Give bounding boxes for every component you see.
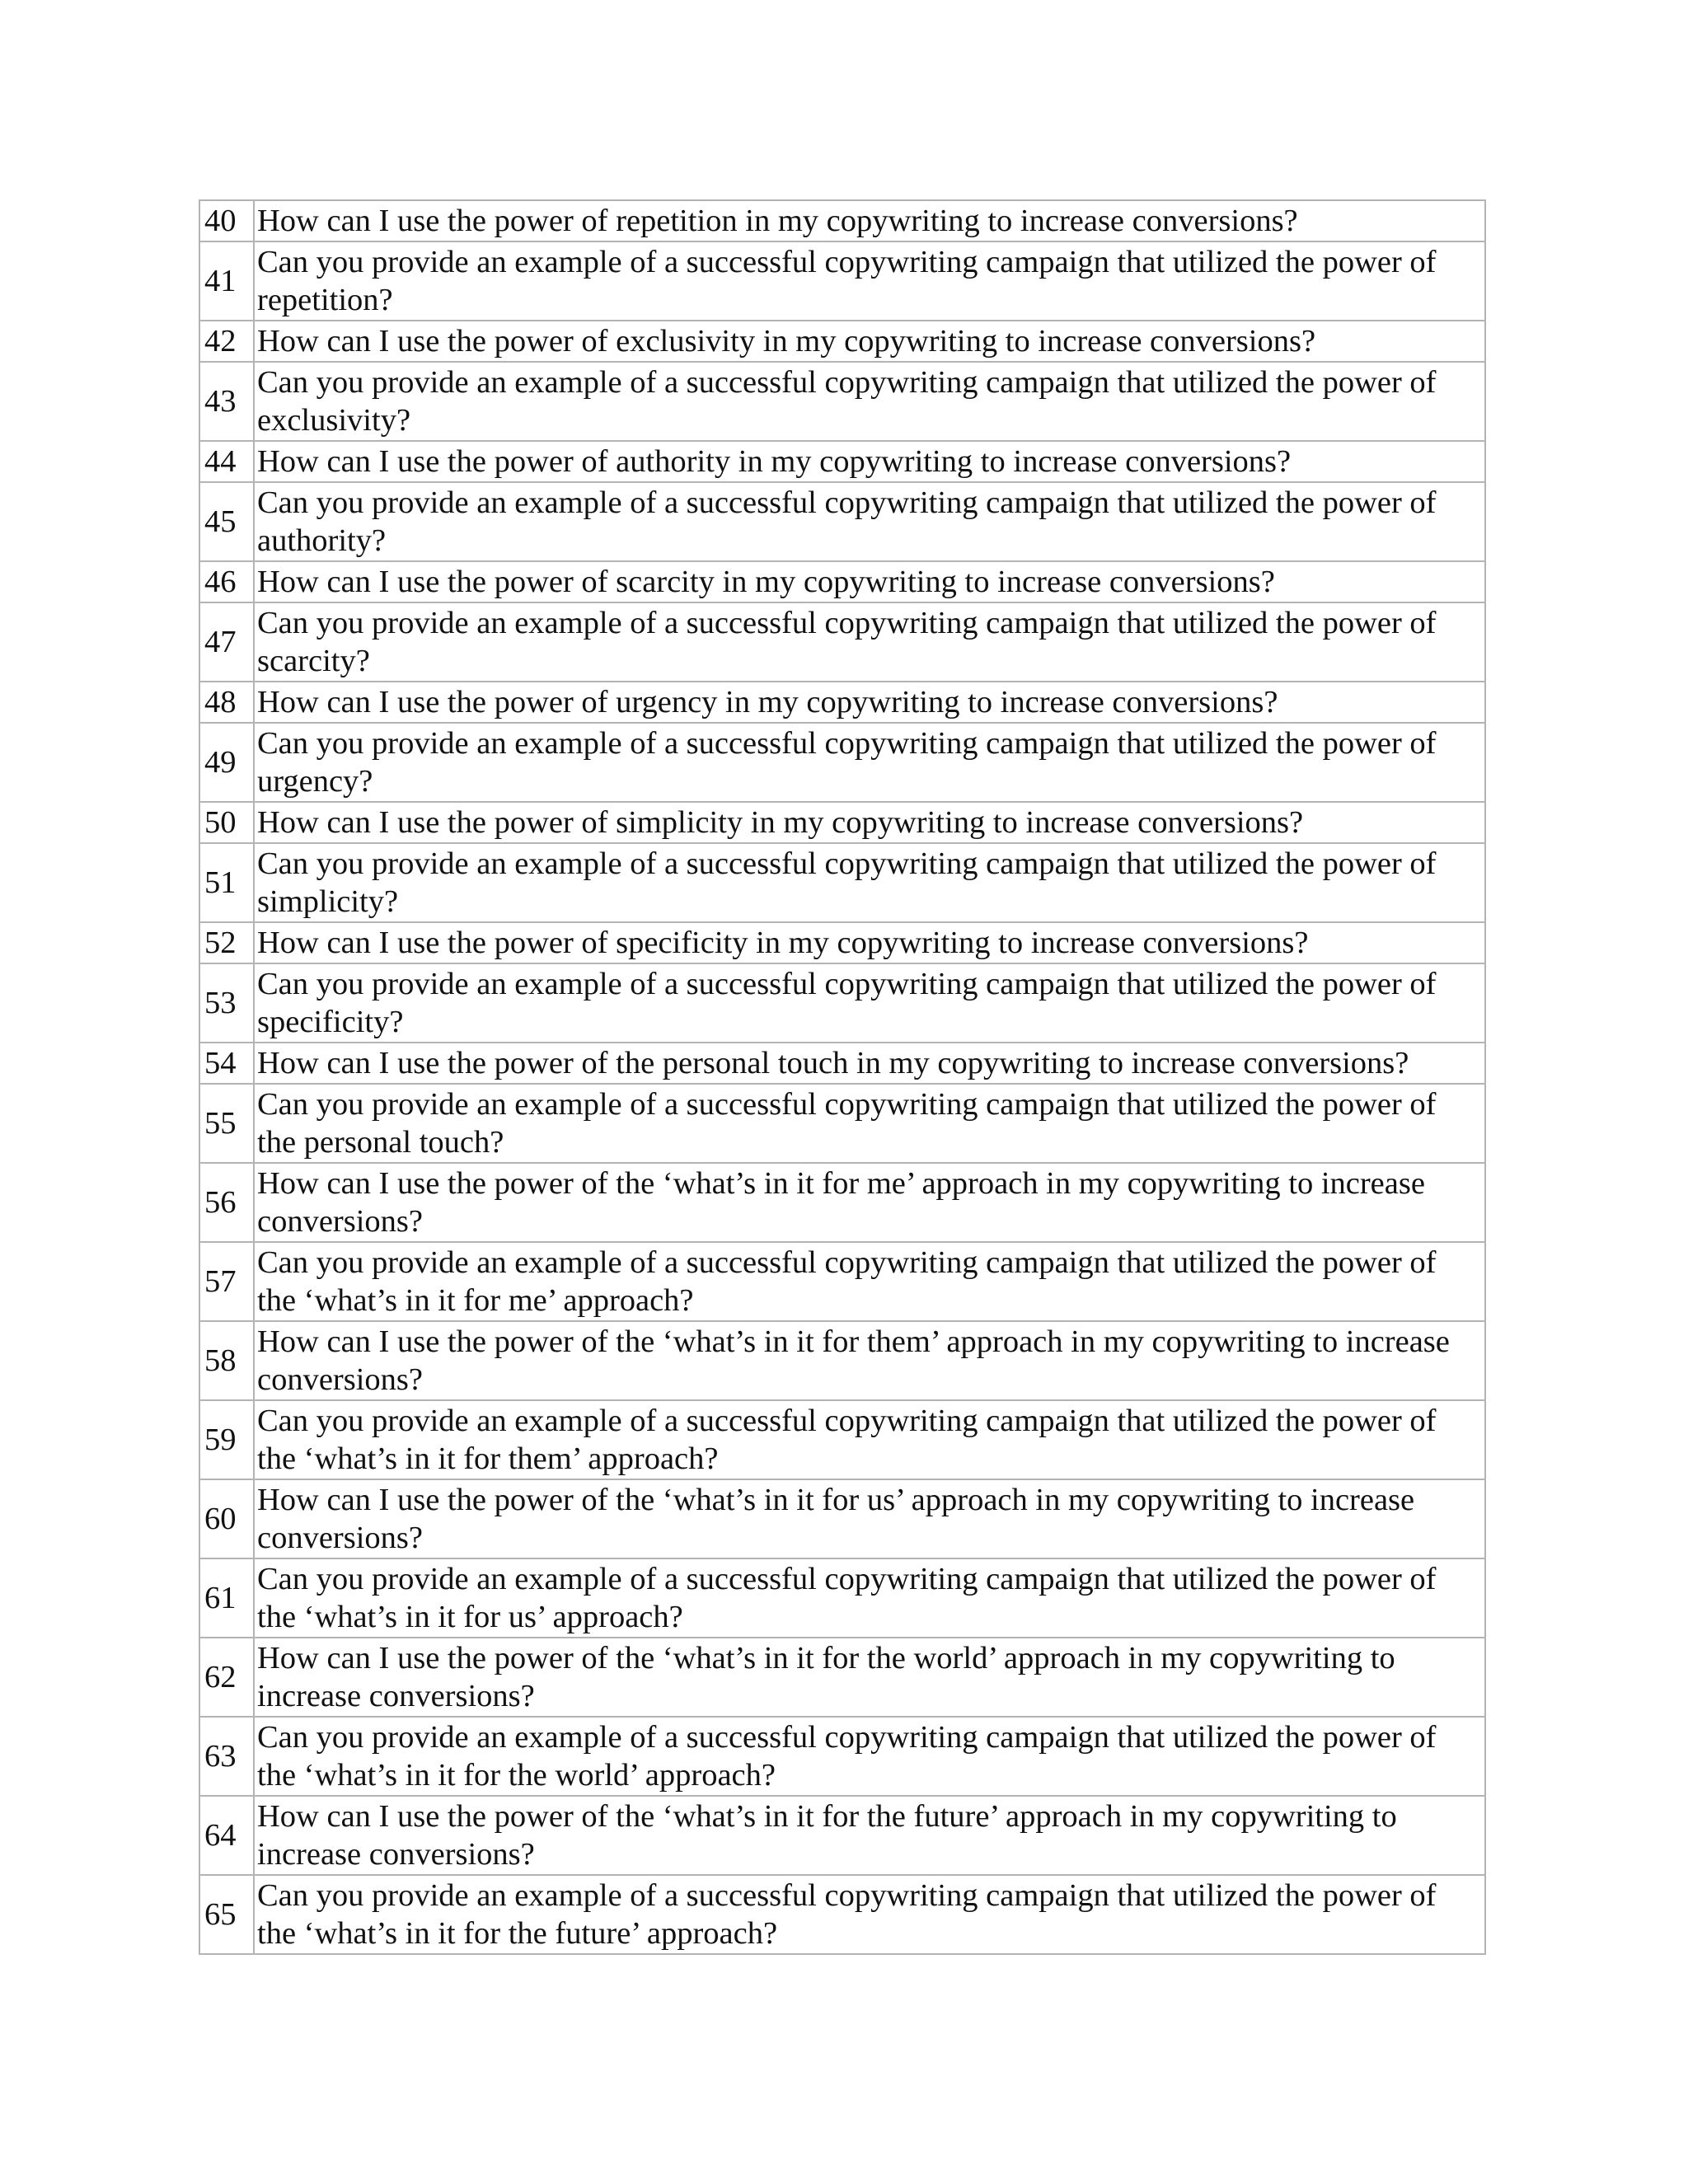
question-text: Can you provide an example of a successful copywriting campaign that utilized the power of the ‘what’s in it for the future’ approach? bbox=[254, 1875, 1485, 1954]
questions-table-body bbox=[199, 200, 1485, 1954]
row-number: 63 bbox=[199, 1717, 254, 1796]
table-row bbox=[199, 1638, 1485, 1717]
question-text: How can I use the power of scarcity in my copywriting to increase conversions? bbox=[254, 561, 1485, 602]
table-row bbox=[199, 723, 1485, 802]
row-number: 49 bbox=[199, 723, 254, 802]
table-row bbox=[199, 1043, 1485, 1084]
row-number: 56 bbox=[199, 1163, 254, 1242]
row-number: 41 bbox=[199, 241, 254, 321]
row-number: 40 bbox=[199, 200, 254, 241]
row-number: 58 bbox=[199, 1321, 254, 1400]
table-row bbox=[199, 1479, 1485, 1558]
table-row bbox=[199, 200, 1485, 241]
row-number: 43 bbox=[199, 362, 254, 441]
row-number: 51 bbox=[199, 843, 254, 922]
row-number: 64 bbox=[199, 1796, 254, 1875]
table-row bbox=[199, 1321, 1485, 1400]
table-row bbox=[199, 561, 1485, 602]
row-number: 54 bbox=[199, 1043, 254, 1084]
question-text: Can you provide an example of a successful copywriting campaign that utilized the power of urgency? bbox=[254, 723, 1485, 802]
table-row bbox=[199, 843, 1485, 922]
question-text: How can I use the power of the ‘what’s in it for me’ approach in my copywriting to increase conversions? bbox=[254, 1163, 1485, 1242]
question-text: How can I use the power of specificity in my copywriting to increase conversions? bbox=[254, 922, 1485, 963]
row-number: 42 bbox=[199, 321, 254, 362]
question-text: How can I use the power of the personal touch in my copywriting to increase conversions? bbox=[254, 1043, 1485, 1084]
row-number: 52 bbox=[199, 922, 254, 963]
row-number: 57 bbox=[199, 1242, 254, 1321]
question-text: Can you provide an example of a successful copywriting campaign that utilized the power of the ‘what’s in it for me’ approach? bbox=[254, 1242, 1485, 1321]
question-text: Can you provide an example of a successful copywriting campaign that utilized the power of the ‘what’s in it for them’ approach? bbox=[254, 1400, 1485, 1479]
table-row bbox=[199, 963, 1485, 1043]
question-text: Can you provide an example of a successful copywriting campaign that utilized the power of scarcity? bbox=[254, 602, 1485, 682]
table-row bbox=[199, 602, 1485, 682]
table-row bbox=[199, 1242, 1485, 1321]
row-number: 59 bbox=[199, 1400, 254, 1479]
row-number: 47 bbox=[199, 602, 254, 682]
row-number: 55 bbox=[199, 1084, 254, 1163]
question-text: How can I use the power of repetition in my copywriting to increase conversions? bbox=[254, 200, 1485, 241]
row-number: 62 bbox=[199, 1638, 254, 1717]
question-text: Can you provide an example of a successful copywriting campaign that utilized the power of authority? bbox=[254, 482, 1485, 561]
table-row bbox=[199, 1558, 1485, 1638]
row-number: 50 bbox=[199, 802, 254, 843]
question-text: Can you provide an example of a successful copywriting campaign that utilized the power of the ‘what’s in it for us’ approach? bbox=[254, 1558, 1485, 1638]
question-text: Can you provide an example of a successful copywriting campaign that utilized the power of the ‘what’s in it for the world’ approach? bbox=[254, 1717, 1485, 1796]
question-text: How can I use the power of urgency in my copywriting to increase conversions? bbox=[254, 682, 1485, 723]
question-text: How can I use the power of the ‘what’s in it for the world’ approach in my copywriting to increase conversions? bbox=[254, 1638, 1485, 1717]
table-row bbox=[199, 1084, 1485, 1163]
table-row bbox=[199, 1796, 1485, 1875]
table-row bbox=[199, 441, 1485, 482]
question-text: Can you provide an example of a successful copywriting campaign that utilized the power of exclusivity? bbox=[254, 362, 1485, 441]
table-row bbox=[199, 1400, 1485, 1479]
question-text: Can you provide an example of a successful copywriting campaign that utilized the power of simplicity? bbox=[254, 843, 1485, 922]
row-number: 46 bbox=[199, 561, 254, 602]
question-text: Can you provide an example of a successful copywriting campaign that utilized the power of specificity? bbox=[254, 963, 1485, 1043]
row-number: 61 bbox=[199, 1558, 254, 1638]
question-text: Can you provide an example of a successful copywriting campaign that utilized the power of the personal touch? bbox=[254, 1084, 1485, 1163]
question-text: How can I use the power of simplicity in my copywriting to increase conversions? bbox=[254, 802, 1485, 843]
row-number: 45 bbox=[199, 482, 254, 561]
question-text: How can I use the power of authority in my copywriting to increase conversions? bbox=[254, 441, 1485, 482]
question-text: How can I use the power of the ‘what’s in it for them’ approach in my copywriting to increase conversions? bbox=[254, 1321, 1485, 1400]
question-text: How can I use the power of exclusivity in my copywriting to increase conversions? bbox=[254, 321, 1485, 362]
row-number: 60 bbox=[199, 1479, 254, 1558]
table-row bbox=[199, 682, 1485, 723]
questions-table bbox=[199, 199, 1486, 1955]
row-number: 53 bbox=[199, 963, 254, 1043]
table-row bbox=[199, 802, 1485, 843]
table-row bbox=[199, 922, 1485, 963]
table-row bbox=[199, 321, 1485, 362]
row-number: 65 bbox=[199, 1875, 254, 1954]
table-row bbox=[199, 362, 1485, 441]
table-row bbox=[199, 482, 1485, 561]
question-text: How can I use the power of the ‘what’s in it for the future’ approach in my copywriting to increase conversions? bbox=[254, 1796, 1485, 1875]
row-number: 44 bbox=[199, 441, 254, 482]
table-row bbox=[199, 241, 1485, 321]
table-row bbox=[199, 1163, 1485, 1242]
row-number: 48 bbox=[199, 682, 254, 723]
question-text: How can I use the power of the ‘what’s in it for us’ approach in my copywriting to increase conversions? bbox=[254, 1479, 1485, 1558]
question-text: Can you provide an example of a successful copywriting campaign that utilized the power of repetition? bbox=[254, 241, 1485, 321]
table-row bbox=[199, 1717, 1485, 1796]
table-row bbox=[199, 1875, 1485, 1954]
